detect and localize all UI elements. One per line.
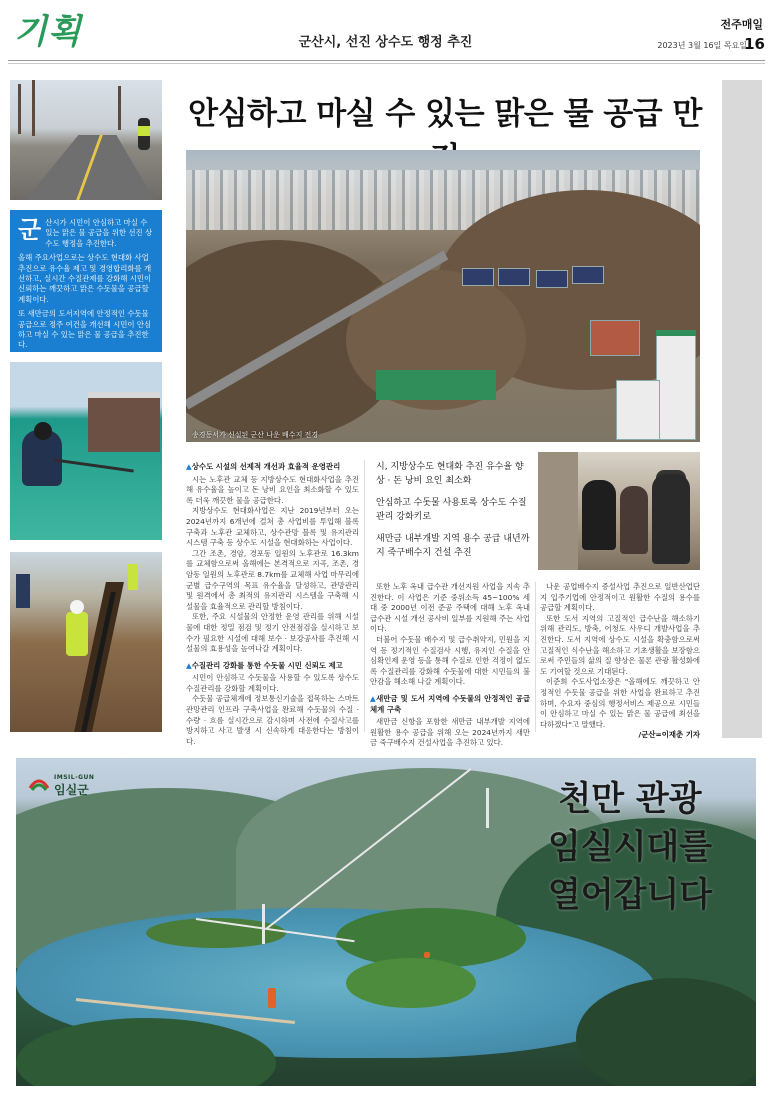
pull-quote: 새만금 내부개발 지역 용수 공급 내년까지 죽구배수지 건설 추진	[376, 534, 530, 558]
header-rule-secondary	[8, 63, 765, 64]
slogan-line: 임실시대를	[547, 827, 713, 867]
pipe-trench-photo	[10, 552, 162, 732]
header-title: 군산시, 선진 상수도 행정 추진	[298, 35, 473, 50]
section-tag: 기획	[14, 12, 82, 52]
pull-quote: 안심하고 수돗물 사용토록 상수도 수질관리 강화키로	[376, 498, 527, 522]
article-paragraph: 또한 도서 지역의 고질적인 급수난을 해소하기 위해 관리도, 방축, 어청도 사우디 개발사업을 추진한다. 도서 지역에 상수도 시설을 확충함으로써 고질적인 식수난을 해소하고 기초생활을 보장함으로써 주민들의 삶의 질 향상은 물론 관광 활성화에도 기여할 것으로 기대된다.	[540, 613, 700, 676]
road-construction-photo	[10, 80, 162, 200]
imsil-logo	[28, 774, 118, 797]
subhead: ▲수질관리 강화를 통한 수돗물 시민 신뢰도 제고	[186, 660, 343, 670]
article-paragraph: 시민이 안심하고 수돗물을 사용할 수 있도록 상수도 수질관리를 강화할 계획이다.	[186, 673, 359, 693]
article-paragraph: 새만금 신항을 포함한 새만금 내부개발 지역에 원활한 용수 공급을 위해 오는 2024년까지 새만금 죽구배수지 건설사업을 추진하고 있다.	[370, 717, 530, 748]
meter-inspection-photo	[538, 452, 700, 570]
issue-date: 2023년 3월 16일 목요일	[657, 41, 747, 50]
paper-name: 전주매일	[720, 18, 763, 31]
intro-summary-box	[10, 210, 162, 352]
column-divider	[535, 582, 536, 732]
intro-paragraph: 또 새만금의 도서지역에 안정적인 수돗물 공급으로 정주 여건을 개선해 시민이 안심하고 마실 수 있는 맑은 물 공급을 추진한다.	[18, 309, 152, 350]
article-paragraph: 지방상수도 현대화사업은 지난 2019년부터 오는 2024년까지 6개년에 걸쳐 총 사업비를 투입해 블록구축과 노후관 교체하고, 상수관망 블록 및 유지관리시스템 구축 등 상수도 시설을 현대화하는 사업이다.	[186, 506, 359, 548]
article-paragraph: 시는 노후관 교체 등 지방상수도 현대화사업을 추진해 유수율을 높이고 돈 낭비 요인을 최소화할 수 있도록 더욱 깨끗한 물을 공급한다.	[186, 474, 359, 505]
article-paragraph: 또한 노후 옥내 급수관 개선지원 사업을 지속 추진한다. 이 사업은 기준 중위소득 45~100% 세대 중 2000년 이전 준공 주택에 대해 노후 옥내 급수관 시설 개선 공사비 일부를 지원해 주는 사업이다.	[370, 582, 530, 634]
aerial-photo-caption: 송경동서가 신설된 군산 나운 배수지 전경	[192, 431, 319, 439]
article-paragraph: 나운 공업배수지 증설사업 추진으로 일반산업단지 입주기업에 안정적이고 원활한 수질의 용수를 공급할 계획이다.	[540, 582, 700, 613]
intro-dropcap: 군	[18, 215, 42, 244]
byline: /군산=이재춘 기자	[638, 730, 700, 740]
slogan-line: 열어갑니다	[547, 875, 713, 915]
article-column-1	[186, 462, 359, 747]
header-rule	[8, 60, 765, 61]
page-number: 16	[744, 35, 765, 53]
article-column-3	[540, 582, 700, 741]
right-margin-strip	[722, 80, 762, 738]
article-paragraph: 수돗물 공급체계에 정보통신기술을 접목하는 스마트 관망관리 인프라 구축사업을 완료해 수돗물의 수질 · 수량 · 흐름 실시간으로 감시하며 사전에 수질사고를 방지하고 사고 발생 시 신속하게 대응한다는 방침이다.	[186, 694, 359, 746]
article-paragraph: 이준희 수도사업소장은 "올해에도 깨끗하고 안정적인 수돗물 공급을 위한 사업을 완료하고 추진하며, 수요자 중심의 행정서비스 제공으로 시민들이 안심하고 마실 수 있는 맑은 물 공급에 최선을 다하겠다"고 말했다.	[540, 677, 700, 729]
ad-slogan	[520, 775, 740, 919]
pull-quote-block	[376, 460, 530, 568]
intro-paragraph: 산시가 시민이 안심하고 마실 수 있는 맑은 물 공급을 위한 선진 상수도 행정을 추진한다.	[45, 218, 153, 248]
article-paragraph: 그간 조촌, 경암, 경포동 일원의 노후관로 16.3km를 교체함으로써 올해에는 본격적으로 지곡, 조촌, 경암동 일원의 노후관로 8.7km를 교체해 사업 마무리에 군별 급수구역의 목표 유수율을 달성하고, 관망관리 및 원격에서 총 최적의 유지관리 시스템을 구축해 시설물을 효율적으로 관리할 방침이다.	[186, 548, 359, 611]
subhead: ▲새만금 및 도서 지역에 수돗물의 안정적인 공급체계 구축	[370, 693, 531, 714]
imsil-emblem-icon	[28, 774, 50, 792]
article-paragraph: 더불어 수돗물 배수지 및 급수취약지, 민원을 지역 등 정기적인 수질검사 시행, 유지인 수질을 안심확인제 운영 등을 통해 수질로 인한 걱정이 없도록 수질관리를 강화해 수돗물에 대한 시민들의 불안감을 해소해 나갈 계획이다.	[370, 634, 530, 687]
logo-korean: 임실군	[54, 783, 89, 797]
subhead-text: 새만금 및 도서 지역에 수돗물의 안정적인 공급체계 구축	[370, 693, 531, 714]
column-divider	[364, 460, 365, 732]
subhead: ▲상수도 시설의 선제적 개선과 효율적 운영관리	[186, 462, 341, 471]
article-paragraph: 또한, 주요 시설물의 안정한 운영 관리를 위해 시설물에 대한 정밀 점검 및 정기 안전점검을 실시하고 보수가 필요한 시설에 대해 보수 · 보강공사를 추진해 시설물의 효용성을 높여나갈 계획이다.	[186, 612, 359, 654]
pull-quote: 시, 지방상수도 현대화 추진 유수율 향상 · 돈 낭비 요인 최소화	[376, 462, 524, 486]
article-column-2	[370, 582, 530, 749]
aerial-reservoir-photo	[186, 150, 700, 442]
logo-english: IMSIL-GUN	[54, 774, 95, 781]
article-headline: 안심하고 마실 수 있는 맑은 물 공급 만	[188, 96, 702, 132]
rooftop-inspection-photo	[10, 362, 162, 540]
slogan-line: 천만 관광	[558, 779, 702, 819]
intro-paragraph: 올해 주요사업으로는 상수도 현대화 사업 추진으로 유수율 제고 및 경영합리화를 개선하고, 실시간 수질관제를 강화해 시민이 신뢰하는 깨끗하고 맑은 수돗물을 공급할 계획이다.	[18, 253, 152, 304]
subhead-text: 상수도 시설의 선제적 개선과 효율적 운영관리	[191, 462, 341, 471]
subhead-text: 수질관리 강화를 통한 수돗물 시민 신뢰도 제고	[191, 660, 343, 670]
